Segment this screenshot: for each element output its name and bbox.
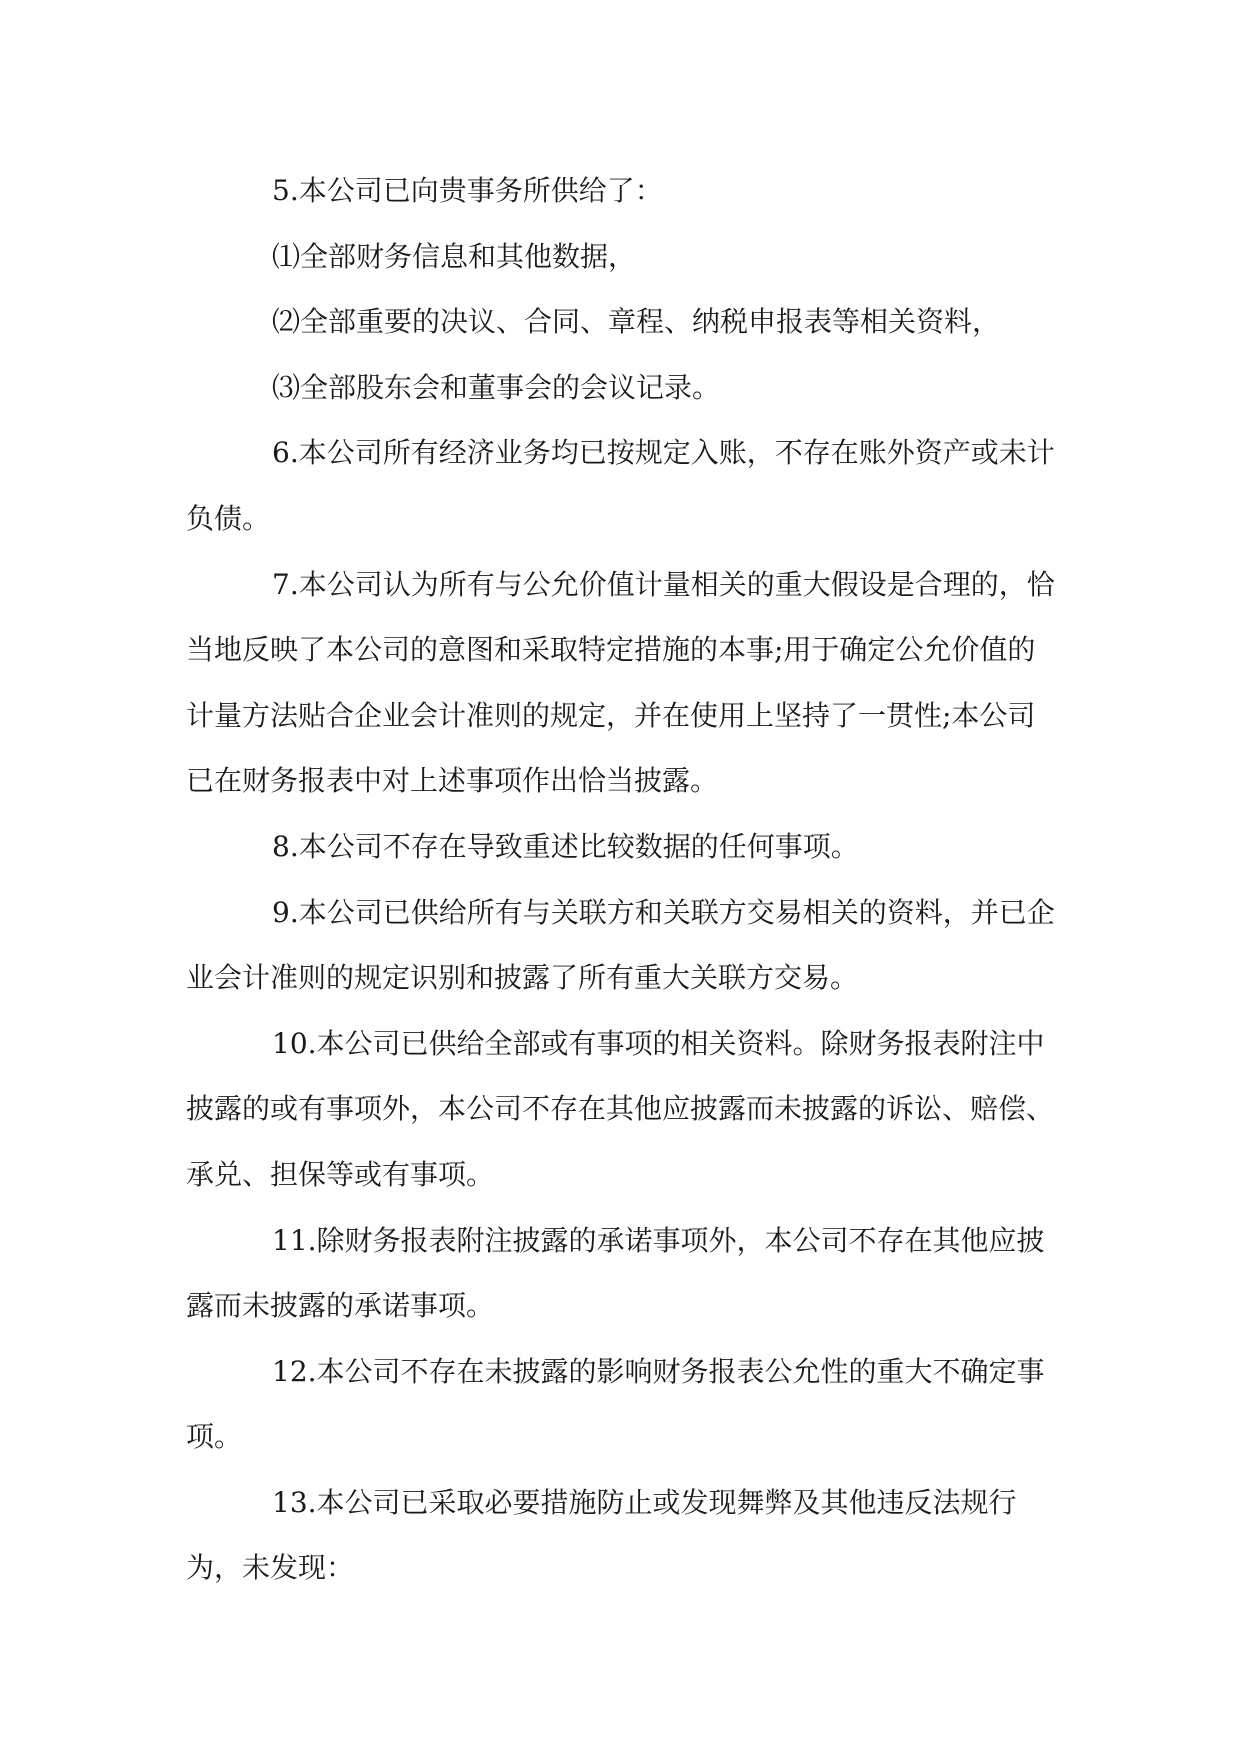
document-body: [186, 158, 1056, 1601]
paragraph-10: 10.本公司已供给全部或有事项的相关资料。除财务报表附注中披露的或有事项外，本公司不存在其他应披露而未披露的诉讼、赔偿、承兑、担保等或有事项。: [186, 1026, 1055, 1191]
paragraph-7: 7.本公司认为所有与公允价值计量相关的重大假设是合理的，恰当地反映了本公司的意图和采取特定措施的本事;用于确定公允价值的计量方法贴合企业会计准则的规定，并在使用上坚持了一贯性;本公司已在财务报表中对上述事项作出恰当披露。: [186, 567, 1055, 798]
paragraph-5: 5.本公司已向贵事务所供给了：: [272, 174, 663, 207]
paragraph-8: 8.本公司不存在导致重述比较数据的任何事项。: [272, 829, 859, 863]
paragraph-5-item-1: ⑴全部财务信息和其他数据，: [272, 239, 637, 273]
paragraph-5-item-3: ⑶全部股东会和董事会的会议记录。: [272, 370, 721, 404]
paragraph-9: 9.本公司已供给所有与关联方和关联方交易相关的资料，并已企业会计准则的规定识别和披露了所有重大关联方交易。: [186, 895, 1055, 995]
paragraph-13: 13.本公司已采取必要措施防止或发现舞弊及其他违反法规行为，未发现：: [186, 1485, 1017, 1585]
paragraph-6: 6.本公司所有经济业务均已按规定入账，不存在账外资产或未计负债。: [186, 436, 1055, 535]
paragraph-11: 11.除财务报表附注披露的承诺事项外，本公司不存在其他应披露而未披露的承诺事项。: [186, 1223, 1045, 1323]
paragraph-5-item-2: ⑵全部重要的决议、合同、章程、纳税申报表等相关资料，: [272, 305, 1001, 339]
paragraph-12: 12.本公司不存在未披露的影响财务报表公允性的重大不确定事项。: [186, 1354, 1045, 1454]
